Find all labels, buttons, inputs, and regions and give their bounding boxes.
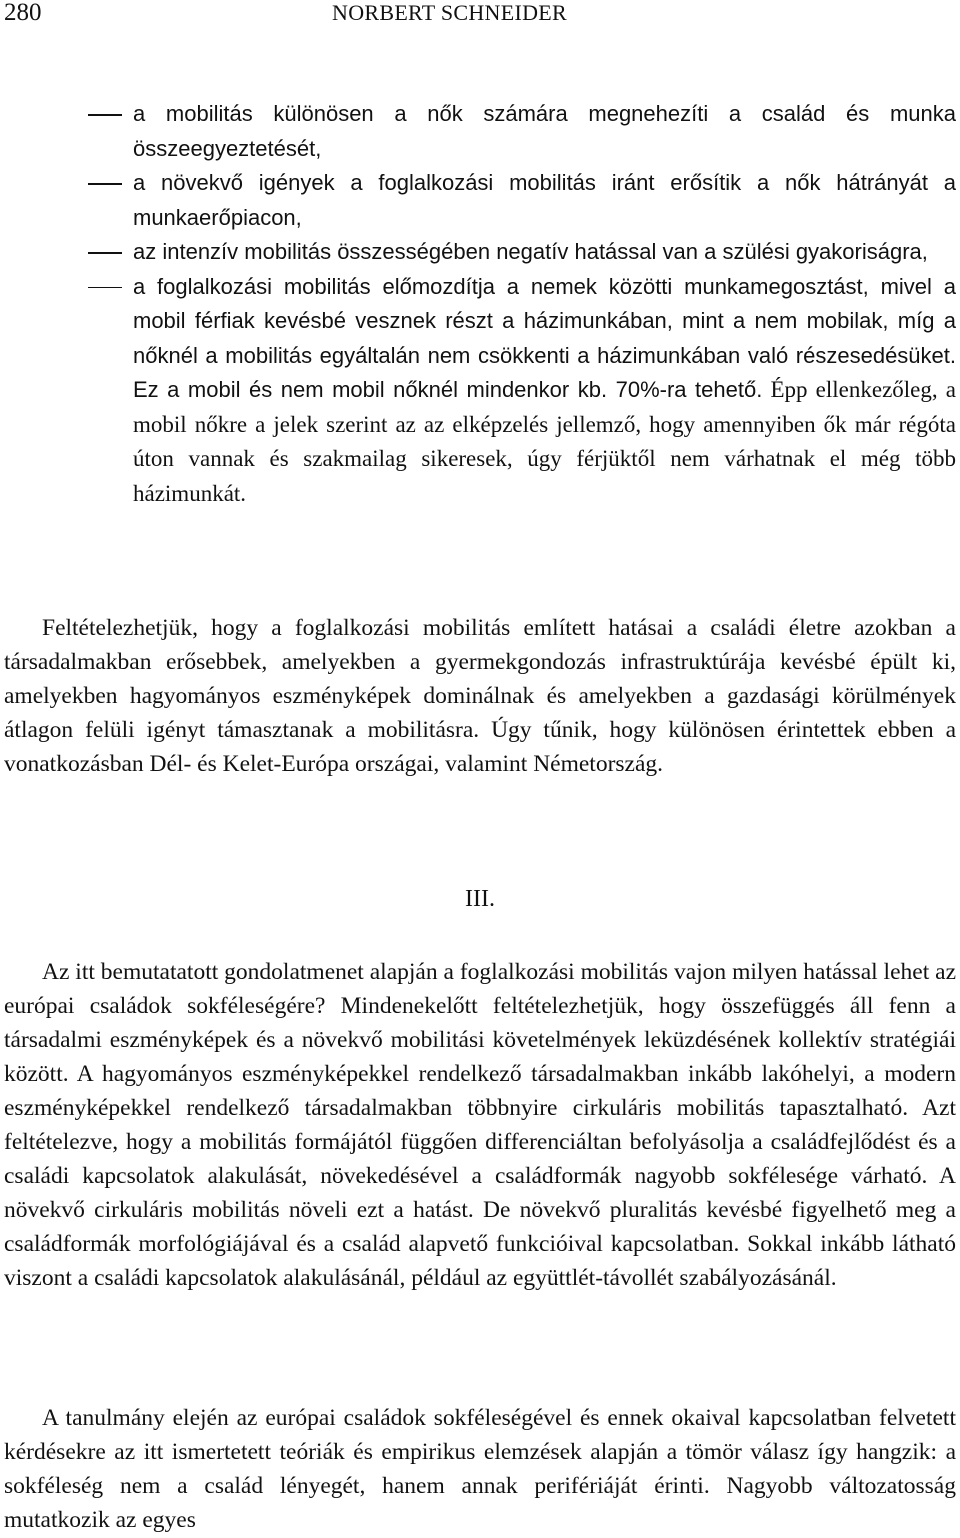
body-paragraph: A tanulmány elején az európai családok sokféleségével és ennek okaival kapcsolatban felvetett kérdésekre az itt ismertetett teóriák és empirikus elemzések alapján a tömör válasz így hangzik: a sokféleség nem a család lényegét, hanem annak perifériáját érinti. Nagyobb változatosság mutatkozik az egyes [4,1405,956,1533]
page-number: 280 [4,0,42,26]
bullet-item [0,97,960,166]
running-head: NORBERT SCHNEIDER [332,0,568,25]
bullet-item [0,166,960,235]
body-paragraph: Feltételezhetjük, hogy a foglalkozási mobilitás említett hatásai a családi életre azokban a társadalmakban erősebbek, amelyekben a gyermekgondozás infrastruktúrája kevésbé épült ki, amelyekben hagyományos eszményképek dominálnak és amelyekben a gazdasági körülmények átlagon felüli igényt támasztanak a mobilitásra. Úgy tűnik, hogy különösen érintettek ebben a vonatkozásban Dél- és Kelet-Európa országai, valamint Németország. [4,615,956,777]
dash-icon [88,287,122,289]
bullet-item [0,270,960,512]
section-heading: III. [465,886,495,912]
page-header [0,0,960,30]
bullet-list [0,97,960,511]
body-paragraph: Az itt bemutatatott gondolatmenet alapján a foglalkozási mobilitás vajon milyen hatással lehet az európai családok sokféleségére? Mindenekelőtt feltételezhetjük, hogy összefüggés áll fenn a társadalmi eszményképek és a növekvő mobilitási követelmények leküzdésének kollektív stratégiái között. A hagyományos eszményképekkel rendelkező társadalmakban inkább lakóhelyi, a modern eszményképekkel rendelkező társadalmakban többnyire cirkuláris mobilitás tapasztalható. Azt feltételezve, hogy a mobilitás formájától függően differenciáltan befolyásolja a családfejlődést és a családi kapcsolatok alakulását, növekedésével a családformák nagyobb sokfélesége várható. A növekvő cirkuláris mobilitás növeli ezt a hatást. De növekvő pluralitás kevésbé figyelhető meg a családformák morfológiájával és a család alapvető funkcióival kapcsolatban. Sokkal inkább látható viszont a családi kapcsolatok alakulásánál, például az együttlét-távollét szabályozásánál. [4,959,956,1291]
dash-icon [88,114,122,116]
bullet-text: az intenzív mobilitás összességében negatív hatással van a szülési gyakoriságra, [133,239,928,264]
dash-icon [88,183,122,185]
dash-icon [88,252,122,254]
bullet-item [0,235,960,270]
bullet-text: a foglalkozási mobilitás előmozdítja a nemek közötti munkamegosztást, mivel a mobil férfiak kevésbé vesznek részt a házimunkában, mint a nem mobilak, míg a nőknél a mobilitás egyáltalán nem csökkenti a házimunkában való részesedésüket. Ez a mobil és nem mobil nőknél mindenkor kb. 70%-ra tehető. [133,273,956,402]
bullet-text: a mobilitás különösen a nők számára megnehezíti a család és munka összeegyeztetését, [133,101,956,161]
bullet-text-continuation: Épp ellenkezőleg, a mobil nőkre a jelek szerint az az elképzelés jellemző, hogy amennyiben ők már régóta úton vannak és szakmailag sikeresek, úgy férjüktől nem várhatnak el még több házimunkát. [133,377,956,506]
bullet-text: a növekvő igények a foglalkozási mobilitás iránt erősítik a nők hátrányát a munkaerőpiacon, [133,170,956,230]
